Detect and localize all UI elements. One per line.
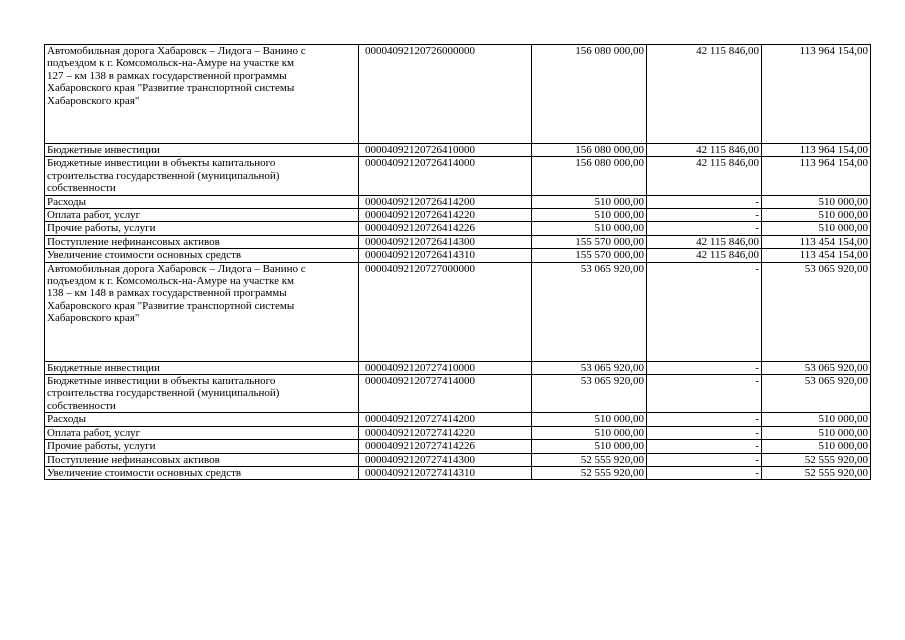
table-row: [45, 249, 871, 262]
table-row: [45, 235, 871, 248]
row-code-cell: 00004092120727414310: [359, 466, 532, 479]
row-spacer-cell: [309, 209, 359, 222]
row-code-cell: 00004092120726414200: [359, 195, 532, 208]
table-row: [45, 413, 871, 426]
row-remaining-value-cell: 52 555 920,00: [762, 453, 871, 466]
row-plan-value-cell: 156 080 000,00: [532, 157, 647, 195]
row-plan-value-cell: 53 065 920,00: [532, 375, 647, 413]
row-code-cell: 00004092120726414300: [359, 235, 532, 248]
row-executed-value-cell: -: [647, 361, 762, 374]
row-name-cell: Бюджетные инвестиции в объекты капитального строительства государственной (муниципальной) собственности: [45, 157, 309, 195]
row-spacer-cell: [309, 222, 359, 235]
row-name-cell: Оплата работ, услуг: [45, 426, 309, 439]
row-plan-value-cell: 53 065 920,00: [532, 262, 647, 361]
table-row: [45, 375, 871, 413]
row-plan-value-cell: 155 570 000,00: [532, 235, 647, 248]
row-spacer-cell: [309, 453, 359, 466]
row-name-cell: Автомобильная дорога Хабаровск – Лидога – Ванино с подъездом к г. Комсомольск-на-Амуре на участке км 138 – км 148 в рамках государственной программы Хабаровского края "Развитие транспортной системы Хабаровского края": [45, 262, 309, 361]
row-executed-value-cell: -: [647, 413, 762, 426]
row-remaining-value-cell: 510 000,00: [762, 222, 871, 235]
budget-table: [44, 44, 871, 480]
table-row: [45, 361, 871, 374]
row-remaining-value-cell: 52 555 920,00: [762, 466, 871, 479]
row-plan-value-cell: 510 000,00: [532, 426, 647, 439]
row-remaining-value-cell: 113 964 154,00: [762, 45, 871, 144]
row-code-cell: 00004092120726410000: [359, 144, 532, 157]
row-name-cell: Поступление нефинансовых активов: [45, 235, 309, 248]
row-name-cell: Прочие работы, услуги: [45, 440, 309, 453]
row-spacer-cell: [309, 144, 359, 157]
row-spacer-cell: [309, 262, 359, 361]
row-name-cell: Увеличение стоимости основных средств: [45, 249, 309, 262]
row-executed-value-cell: 42 115 846,00: [647, 45, 762, 144]
table-row: [45, 195, 871, 208]
row-spacer-cell: [309, 195, 359, 208]
row-remaining-value-cell: 510 000,00: [762, 426, 871, 439]
row-name-cell: Автомобильная дорога Хабаровск – Лидога – Ванино с подъездом к г. Комсомольск-на-Амуре на участке км 127 – км 138 в рамках государственной программы Хабаровского края "Развитие транспортной системы Хабаровского края": [45, 45, 309, 144]
row-name-cell: Прочие работы, услуги: [45, 222, 309, 235]
table-row: [45, 157, 871, 195]
row-plan-value-cell: 510 000,00: [532, 209, 647, 222]
row-remaining-value-cell: 53 065 920,00: [762, 262, 871, 361]
row-code-cell: 00004092120727414300: [359, 453, 532, 466]
row-code-cell: 00004092120727000000: [359, 262, 532, 361]
row-executed-value-cell: -: [647, 453, 762, 466]
row-name-cell: Бюджетные инвестиции в объекты капитального строительства государственной (муниципальной) собственности: [45, 375, 309, 413]
row-name-cell: Бюджетные инвестиции: [45, 361, 309, 374]
table-row: [45, 440, 871, 453]
row-spacer-cell: [309, 45, 359, 144]
row-executed-value-cell: 42 115 846,00: [647, 157, 762, 195]
row-code-cell: 00004092120727410000: [359, 361, 532, 374]
table-row: [45, 426, 871, 439]
table-row: [45, 144, 871, 157]
row-plan-value-cell: 52 555 920,00: [532, 466, 647, 479]
row-spacer-cell: [309, 466, 359, 479]
row-plan-value-cell: 156 080 000,00: [532, 144, 647, 157]
row-spacer-cell: [309, 413, 359, 426]
row-plan-value-cell: 156 080 000,00: [532, 45, 647, 144]
row-code-cell: 00004092120726414220: [359, 209, 532, 222]
row-spacer-cell: [309, 249, 359, 262]
row-remaining-value-cell: 113 454 154,00: [762, 235, 871, 248]
row-code-cell: 00004092120727414220: [359, 426, 532, 439]
row-executed-value-cell: -: [647, 262, 762, 361]
row-remaining-value-cell: 510 000,00: [762, 440, 871, 453]
row-spacer-cell: [309, 426, 359, 439]
row-remaining-value-cell: 53 065 920,00: [762, 375, 871, 413]
row-executed-value-cell: -: [647, 222, 762, 235]
row-name-cell: Увеличение стоимости основных средств: [45, 466, 309, 479]
row-plan-value-cell: 510 000,00: [532, 440, 647, 453]
table-row: [45, 45, 871, 144]
row-spacer-cell: [309, 157, 359, 195]
row-plan-value-cell: 510 000,00: [532, 413, 647, 426]
table-row: [45, 453, 871, 466]
table-row: [45, 466, 871, 479]
row-remaining-value-cell: 113 964 154,00: [762, 144, 871, 157]
row-remaining-value-cell: 53 065 920,00: [762, 361, 871, 374]
budget-table-body: [45, 45, 871, 480]
row-code-cell: 00004092120727414000: [359, 375, 532, 413]
row-plan-value-cell: 510 000,00: [532, 195, 647, 208]
table-row: [45, 209, 871, 222]
row-remaining-value-cell: 113 964 154,00: [762, 157, 871, 195]
row-executed-value-cell: 42 115 846,00: [647, 235, 762, 248]
row-executed-value-cell: 42 115 846,00: [647, 249, 762, 262]
table-row: [45, 222, 871, 235]
row-spacer-cell: [309, 440, 359, 453]
row-executed-value-cell: -: [647, 195, 762, 208]
row-executed-value-cell: -: [647, 466, 762, 479]
row-code-cell: 00004092120727414226: [359, 440, 532, 453]
row-remaining-value-cell: 510 000,00: [762, 209, 871, 222]
row-executed-value-cell: 42 115 846,00: [647, 144, 762, 157]
row-code-cell: 00004092120726414310: [359, 249, 532, 262]
row-remaining-value-cell: 113 454 154,00: [762, 249, 871, 262]
row-name-cell: Поступление нефинансовых активов: [45, 453, 309, 466]
row-plan-value-cell: 155 570 000,00: [532, 249, 647, 262]
row-executed-value-cell: -: [647, 209, 762, 222]
row-executed-value-cell: -: [647, 375, 762, 413]
row-spacer-cell: [309, 375, 359, 413]
row-name-cell: Оплата работ, услуг: [45, 209, 309, 222]
row-executed-value-cell: -: [647, 426, 762, 439]
row-name-cell: Расходы: [45, 195, 309, 208]
row-spacer-cell: [309, 235, 359, 248]
row-plan-value-cell: 510 000,00: [532, 222, 647, 235]
row-name-cell: Расходы: [45, 413, 309, 426]
row-name-cell: Бюджетные инвестиции: [45, 144, 309, 157]
row-code-cell: 00004092120726414226: [359, 222, 532, 235]
row-plan-value-cell: 53 065 920,00: [532, 361, 647, 374]
row-remaining-value-cell: 510 000,00: [762, 413, 871, 426]
row-remaining-value-cell: 510 000,00: [762, 195, 871, 208]
row-code-cell: 00004092120726414000: [359, 157, 532, 195]
row-code-cell: 00004092120727414200: [359, 413, 532, 426]
row-spacer-cell: [309, 361, 359, 374]
row-code-cell: 00004092120726000000: [359, 45, 532, 144]
table-row: [45, 262, 871, 361]
row-executed-value-cell: -: [647, 440, 762, 453]
row-plan-value-cell: 52 555 920,00: [532, 453, 647, 466]
